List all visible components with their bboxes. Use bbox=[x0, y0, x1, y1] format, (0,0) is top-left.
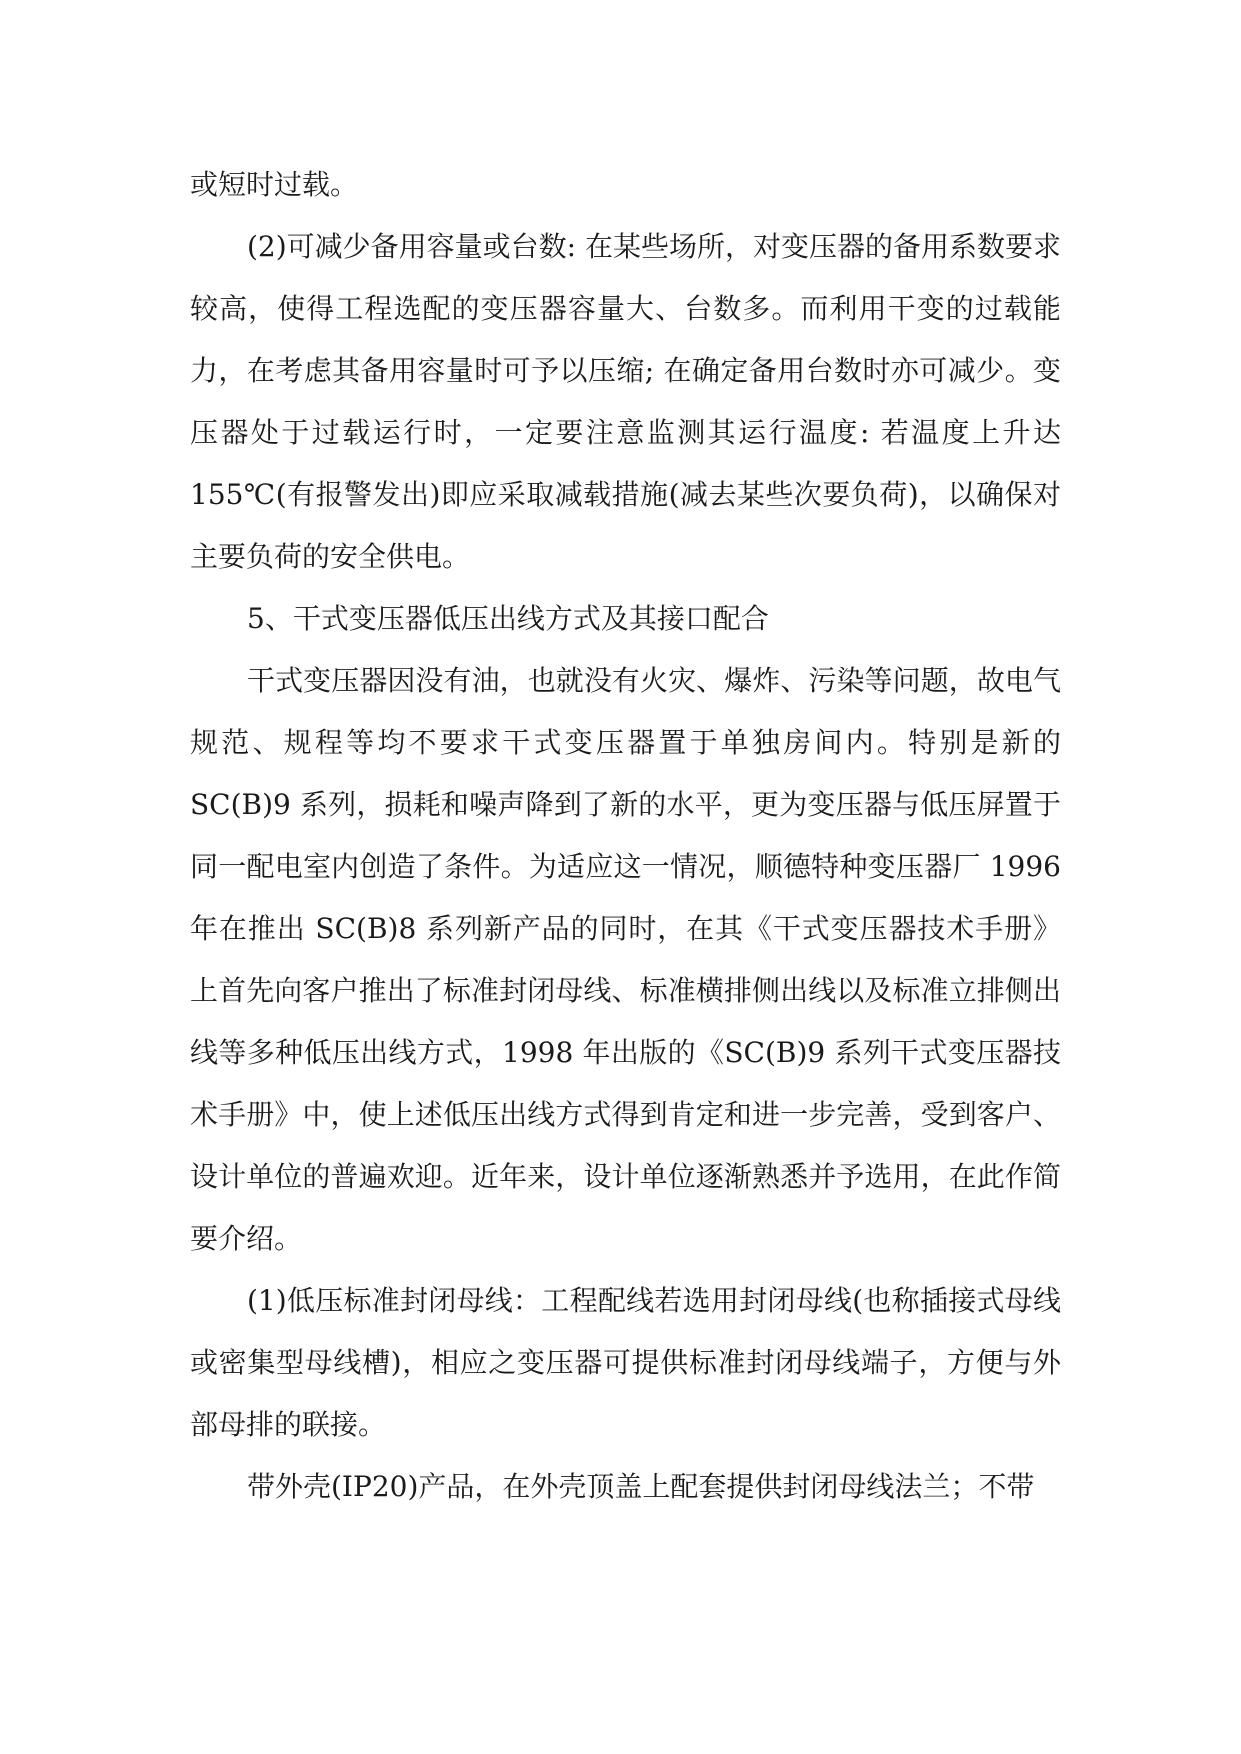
document-body bbox=[190, 154, 1061, 1518]
paragraph-enclosure: 带外壳(IP20)产品，在外壳顶盖上配套提供封闭母线法兰；不带 bbox=[247, 1470, 1035, 1503]
paragraph-continued-text: 或短时过载。 bbox=[190, 168, 359, 201]
paragraph-section-intro: 干式变压器因没有油，也就没有火灾、爆炸、污染等问题，故电气规范、规程等均不要求干式变压器置于单独房间内。特别是新的 SC(B)9 系列，损耗和噪声降到了新的水平，更为变压器与低压屏置于同一配电室内创造了条件。为适应这一情况，顺德特种变压器厂 1996 年在推出 SC(B)8 系列新产品的同时，在其《干式变压器技术手册》上首先向客户推出了标准封闭母线、标准横排侧出线以及标准立排侧出线等多种低压出线方式，1998 年出版的《SC(B)9 系列干式变压器技术手册》中，使上述低压出线方式得到肯定和进一步完善，受到客户、设计单位的普遍欢迎。近年来，设计单位逐渐熟悉并予选用，在此作简要介绍。 bbox=[190, 664, 1061, 1255]
paragraph-busway: (1)低压标准封闭母线：工程配线若选用封闭母线(也称插接式母线或密集型母线槽)，相应之变压器可提供标准封闭母线端子，方便与外部母排的联接。 bbox=[190, 1284, 1061, 1441]
section-heading: 5、干式变压器低压出线方式及其接口配合 bbox=[247, 602, 769, 635]
paragraph-reduce-standby: (2)可减少备用容量或台数: 在某些场所，对变压器的备用系数要求较高，使得工程选配的变压器容量大、台数多。而利用干变的过载能力，在考虑其备用容量时可予以压缩; 在确定备用台数时亦可减少。变压器处于过载运行时，一定要注意监测其运行温度: 若温度上升达155℃(有报警发出)即应采取减载措施(减去某些次要负荷)，以确保对主要负荷的安全供电。 bbox=[190, 230, 1061, 573]
